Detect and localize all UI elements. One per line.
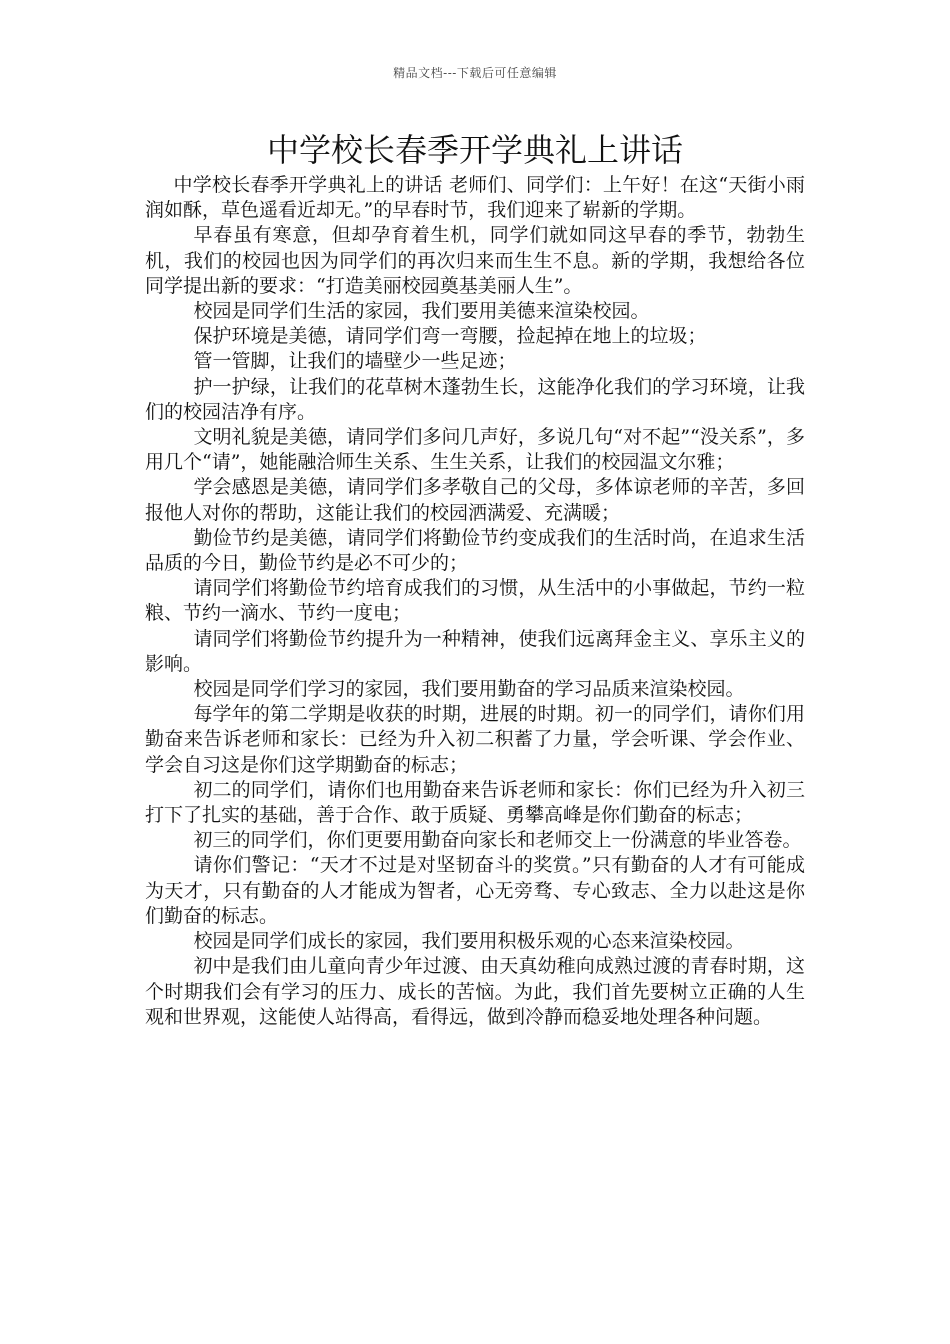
paragraph: 护一护绿，让我们的花草树木蓬勃生长，这能净化我们的学习环境，让我们的校园洁净有序。 — [145, 375, 805, 423]
document-body — [145, 173, 805, 1030]
paragraph: 学会感恩是美德，请同学们多孝敬自己的父母，多体谅老师的辛苦，多回报他人对你的帮助，这能让我们的校园洒满爱、充满暖； — [145, 476, 805, 524]
page-header: 精品文档---下载后可任意编辑 — [393, 66, 557, 80]
paragraph: 请同学们将勤俭节约培育成我们的习惯，从生活中的小事做起，节约一粒粮、节约一滴水、节约一度电； — [145, 577, 805, 625]
paragraph: 初二的同学们，请你们也用勤奋来告诉老师和家长：你们已经为升入初三打下了扎实的基础，善于合作、敢于质疑、勇攀高峰是你们勤奋的标志； — [145, 778, 805, 827]
paragraph: 校园是同学们学习的家园，我们要用勤奋的学习品质来渲染校园。 — [193, 678, 745, 701]
paragraph: 初中是我们由儿童向青少年过渡、由天真幼稚向成熟过渡的青春时期，这个时期我们会有学习的压力、成长的苦恼。为此，我们首先要树立正确的人生观和世界观，这能使人站得高，看得远，做到冷静而稳妥地处理各种问题。 — [145, 955, 805, 1028]
paragraph: 保护环境是美德，请同学们弯一弯腰，捡起掉在地上的垃圾； — [193, 325, 707, 348]
paragraph: 管一管脚，让我们的墙壁少一些足迹； — [193, 350, 517, 373]
paragraph: 校园是同学们生活的家园，我们要用美德来渲染校园。 — [193, 300, 650, 323]
paragraph: 每学年的第二学期是收获的时期，进展的时期。初一的同学们，请你们用勤奋来告诉老师和家长：已经为升入初二积蓄了力量，学会听课、学会作业、学会自习这是你们这学期勤奋的标志； — [145, 703, 805, 776]
document-title: 中学校长春季开学典礼上讲话 — [266, 131, 683, 169]
paragraph: 早春虽有寒意，但却孕育着生机，同学们就如同这早春的季节，勃勃生机，我们的校园也因为同学们的再次归来而生生不息。新的学期，我想给各位同学提出新的要求：“打造美丽校园奠基美丽人生”。 — [145, 224, 805, 297]
paragraph: 请同学们将勤俭节约提升为一种精神，使我们远离拜金主义、享乐主义的影响。 — [145, 627, 805, 675]
paragraph: 中学校长春季开学典礼上的讲话 老师们、同学们：上午好！在这“天街小雨润如酥，草色遥看近却无。”的早春时节，我们迎来了崭新的学期。 — [145, 174, 805, 222]
paragraph: 文明礼貌是美德，请同学们多问几声好，多说几句“对不起”“没关系”，多用几个“请”，她能融洽师生关系、生生关系，让我们的校园温文尔雅； — [145, 426, 805, 474]
paragraph: 校园是同学们成长的家园，我们要用积极乐观的心态来渲染校园。 — [193, 930, 745, 953]
paragraph: 初三的同学们，你们更要用勤奋向家长和老师交上一份满意的毕业答卷。 — [193, 829, 802, 852]
paragraph: 请你们警记：“天才不过是对坚韧奋斗的奖赏。”只有勤奋的人才有可能成为天才，只有勤奋的人才能成为智者，心无旁骛、专心致志、全力以赴这是你们勤奋的标志。 — [145, 854, 805, 927]
paragraph: 勤俭节约是美德，请同学们将勤俭节约变成我们的生活时尚，在追求生活品质的今日，勤俭节约是必不可少的； — [145, 526, 805, 575]
